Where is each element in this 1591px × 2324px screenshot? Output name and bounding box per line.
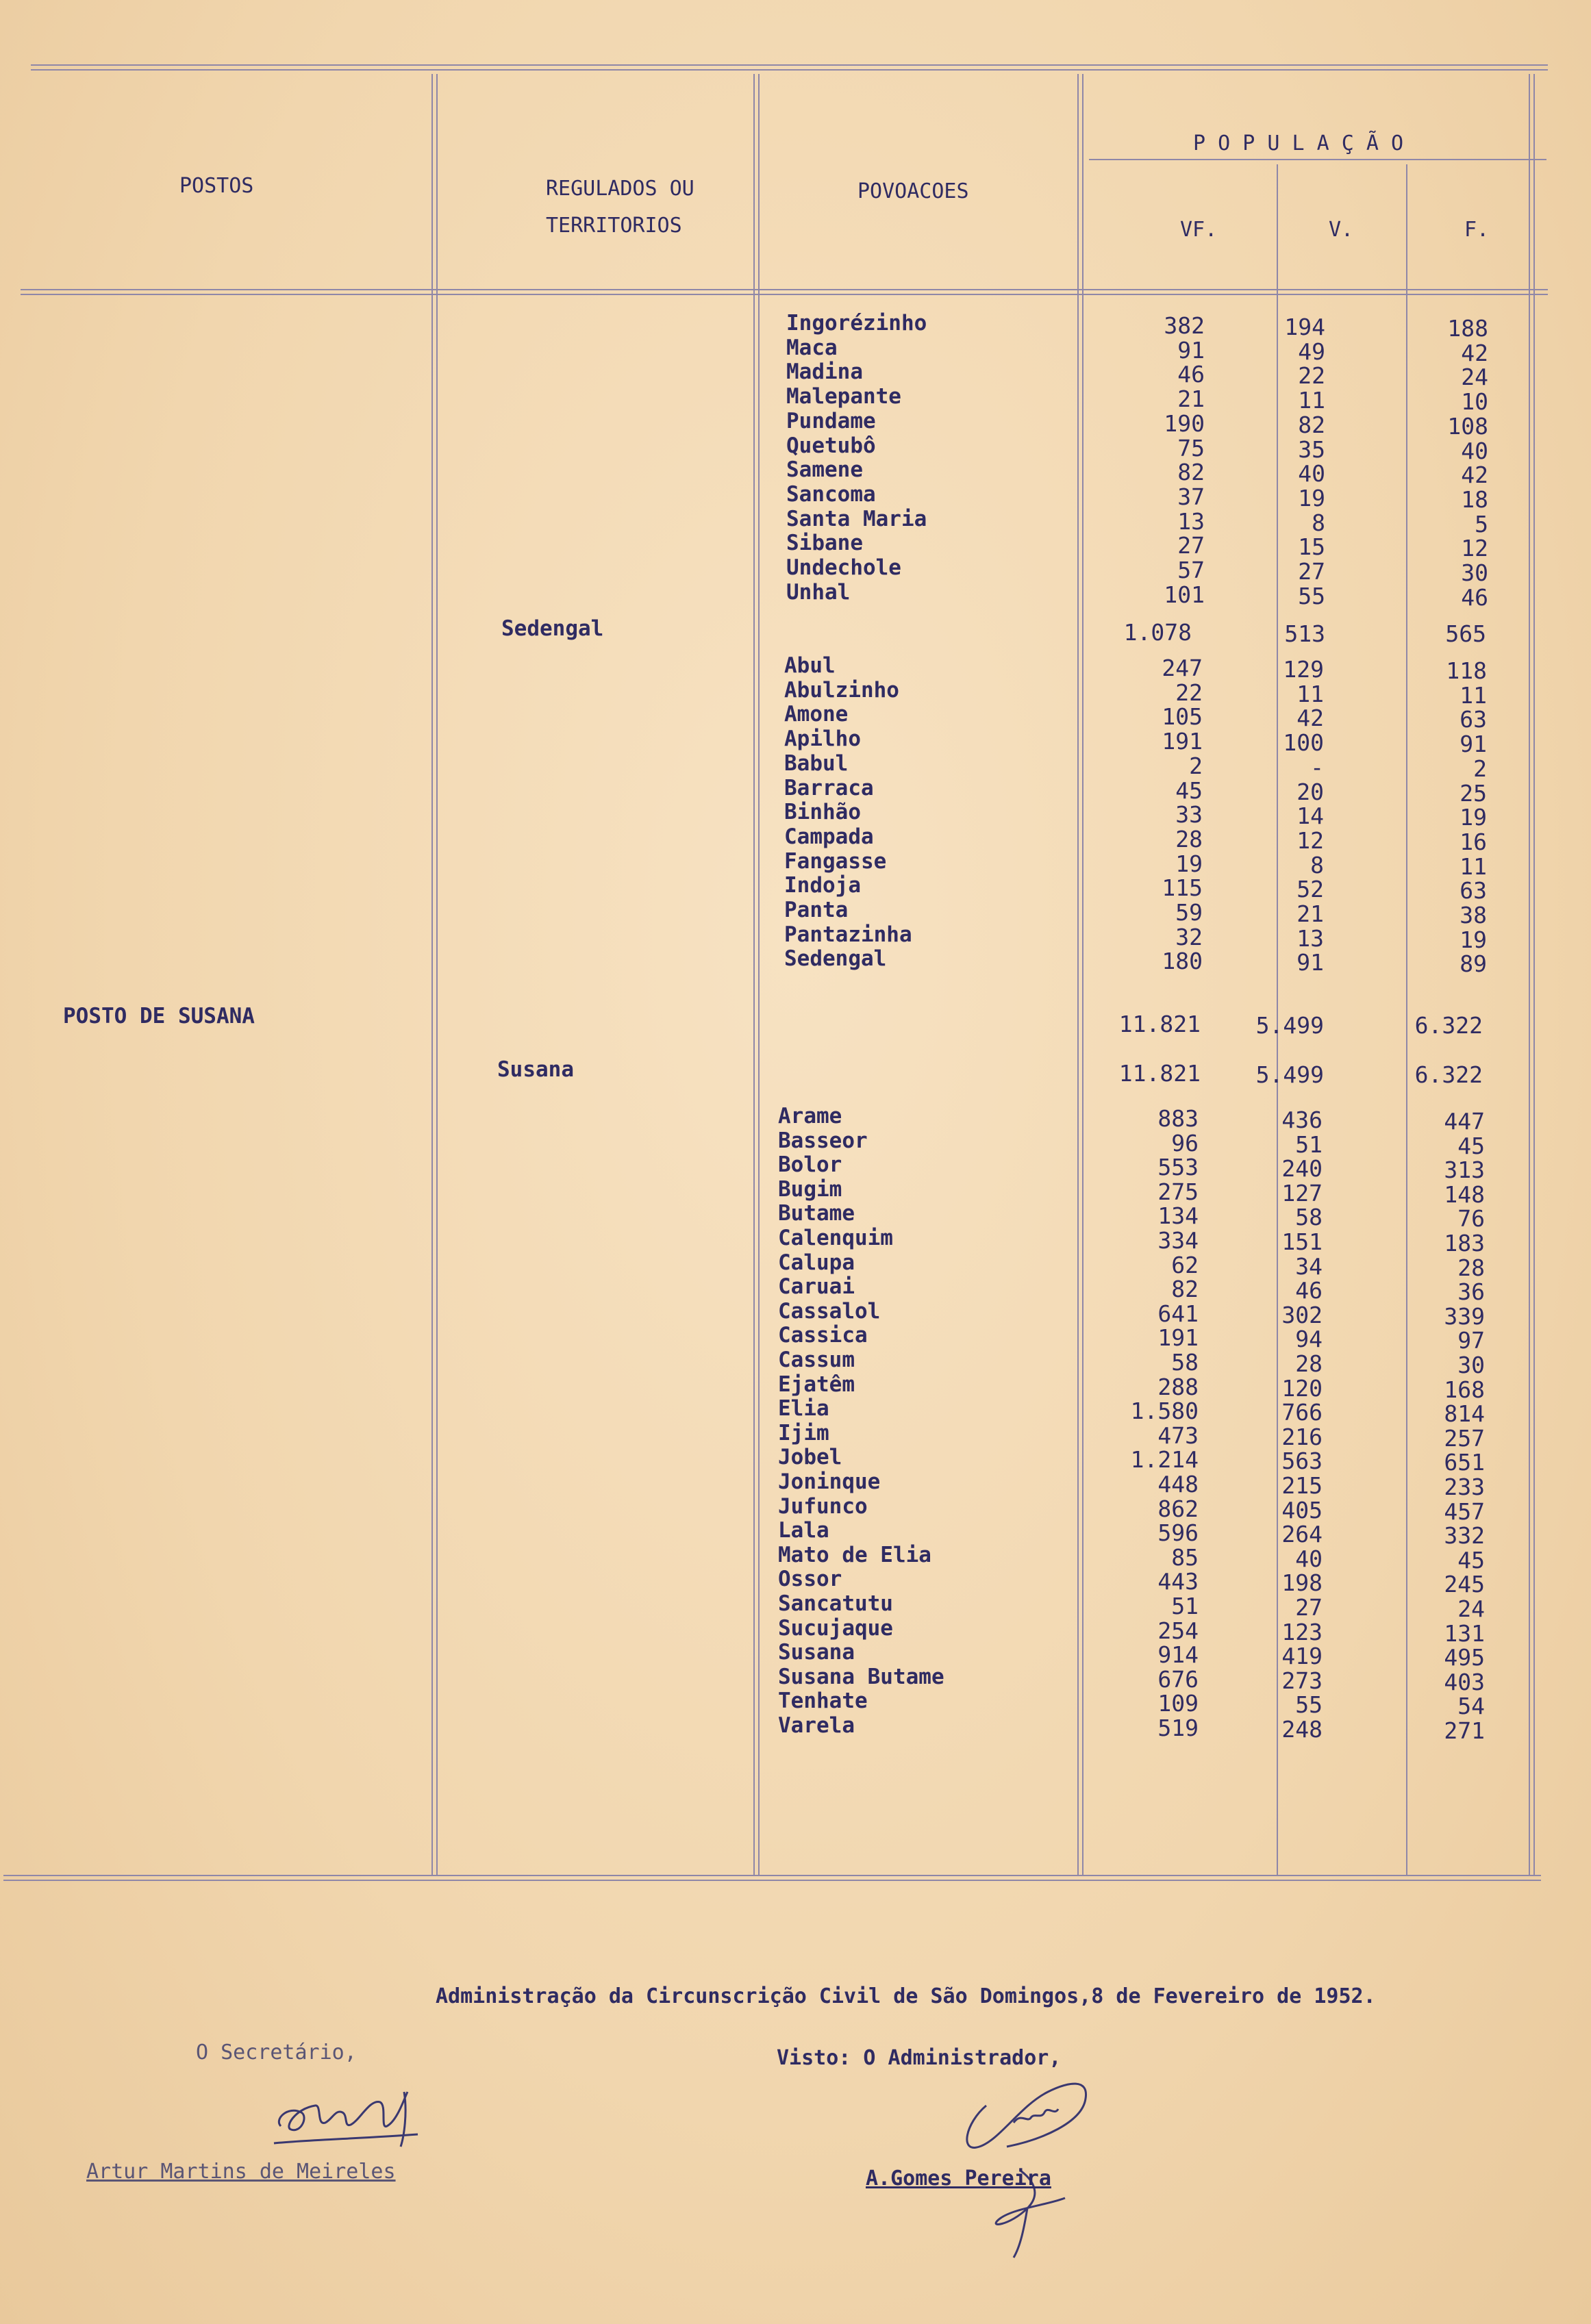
settlement-name: Elia [778, 1396, 829, 1422]
col-divider-2 [753, 74, 760, 1875]
settlement-f: 10 [1461, 388, 1488, 416]
place-date: Administração da Circunscrição Civil de São Domingos,8 de Fevereiro de 1952. [436, 1984, 1376, 2008]
settlement-name: Sucujaque [778, 1615, 893, 1641]
settlement-vf: 191 [1162, 728, 1203, 755]
settlement-name: Santa Maria [786, 506, 927, 531]
settlement-v: 13 [1296, 924, 1324, 952]
settlement-f: 24 [1457, 1595, 1485, 1622]
settlement-name: Arame [778, 1104, 842, 1128]
settlement-name: Undechole [786, 555, 901, 580]
settlement-vf: 883 [1157, 1105, 1199, 1132]
settlement-name: Maca [786, 335, 838, 360]
settlement-name: Jufunco [778, 1493, 868, 1519]
settlement-name: Fangasse [784, 848, 887, 874]
settlement-f: 46 [1461, 583, 1488, 611]
settlement-f: 271 [1444, 1717, 1485, 1744]
settlement-v: 11 [1296, 680, 1324, 707]
settlement-name: Madina [786, 359, 863, 385]
col-divider-3 [1077, 74, 1083, 1875]
settlement-name: Calupa [778, 1250, 855, 1275]
settlement-v: 129 [1283, 656, 1324, 683]
settlement-f: 814 [1444, 1400, 1485, 1428]
posto-total-f: 6.322 [1414, 1012, 1483, 1039]
settlement-vf: 82 [1171, 1276, 1199, 1303]
settlement-vf: 473 [1157, 1422, 1199, 1449]
settlement-vf: 862 [1157, 1495, 1199, 1522]
settlement-vf: 2 [1189, 752, 1203, 779]
header-regulados-line2: TERRITORIOS [546, 214, 682, 238]
settlement-name: Sancoma [786, 481, 876, 507]
settlement-vf: 75 [1177, 434, 1205, 462]
settlement-vf: 676 [1157, 1665, 1199, 1693]
settlement-name: Calenquim [778, 1226, 893, 1250]
regulado-susana: Susana [497, 1057, 574, 1082]
settlement-v: 264 [1281, 1521, 1323, 1548]
settlement-vf: 91 [1177, 336, 1205, 364]
settlement-vf: 32 [1175, 923, 1203, 950]
settlement-vf: 37 [1177, 483, 1205, 510]
settlement-name: Sedengal [784, 946, 887, 972]
populacao-rule [1089, 159, 1546, 160]
settlement-f: 25 [1460, 779, 1487, 807]
settlement-f: 63 [1460, 877, 1487, 905]
settlement-v: 100 [1283, 729, 1324, 757]
settlement-vf: 28 [1175, 825, 1203, 852]
secretario-label: O Secretário, [196, 2041, 357, 2064]
settlement-v: 42 [1296, 705, 1324, 732]
settlement-v: 94 [1295, 1326, 1323, 1353]
settlement-vf: 62 [1171, 1251, 1199, 1278]
settlement-f: 42 [1461, 462, 1488, 489]
settlement-vf: 58 [1171, 1349, 1199, 1376]
settlement-f: 495 [1444, 1644, 1485, 1671]
settlement-name: Ijim [778, 1420, 829, 1445]
settlement-v: 563 [1281, 1448, 1323, 1475]
settlement-name: Indoja [784, 873, 861, 898]
settlement-vf: 45 [1175, 776, 1203, 804]
settlement-v: 21 [1296, 900, 1324, 927]
settlement-f: 19 [1460, 926, 1487, 953]
settlement-name: Barraca [784, 775, 874, 800]
settlement-f: 339 [1444, 1302, 1485, 1330]
settlement-f: 24 [1461, 364, 1488, 391]
settlement-f: 447 [1444, 1108, 1485, 1135]
settlement-f: 30 [1461, 559, 1488, 586]
posto-label: POSTO DE SUSANA [63, 1004, 255, 1028]
settlement-vf: 641 [1157, 1300, 1199, 1327]
settlement-name: Campada [784, 824, 874, 849]
settlement-name: Samene [786, 457, 863, 483]
settlement-v: 52 [1296, 876, 1324, 903]
settlement-f: 168 [1444, 1376, 1485, 1403]
settlement-v: 194 [1284, 314, 1325, 340]
regulado-sedengal: Sedengal [501, 616, 604, 641]
settlement-vf: 190 [1164, 409, 1205, 437]
settlement-v: 436 [1281, 1107, 1323, 1133]
settlement-f: 313 [1444, 1157, 1485, 1184]
settlement-v: 27 [1298, 558, 1325, 585]
settlement-vf: 57 [1177, 557, 1205, 583]
sedengal-subtotal-vf: 1.078 [1123, 619, 1192, 646]
settlement-v: 91 [1296, 949, 1324, 976]
settlement-vf: 519 [1157, 1715, 1199, 1741]
settlement-vf: 115 [1162, 874, 1203, 902]
settlement-vf: 19 [1175, 850, 1203, 877]
settlement-v: 46 [1295, 1277, 1323, 1304]
settlement-f: 76 [1457, 1205, 1485, 1233]
settlement-name: Abulzinho [784, 677, 899, 703]
settlement-f: 16 [1460, 828, 1487, 855]
susana-total-f: 6.322 [1414, 1061, 1483, 1088]
settlement-vf: 254 [1157, 1617, 1199, 1644]
settlement-v: 302 [1281, 1301, 1323, 1328]
settlement-f: 91 [1460, 731, 1487, 758]
header-f: F. [1464, 218, 1490, 242]
settlement-v: 34 [1295, 1252, 1323, 1280]
settlement-name: Mato de Elia [778, 1542, 931, 1567]
settlement-f: 63 [1460, 706, 1487, 733]
settlement-f: 5 [1475, 510, 1488, 538]
settlement-f: 403 [1444, 1668, 1485, 1695]
settlement-vf: 109 [1157, 1690, 1199, 1717]
settlement-v: 19 [1298, 484, 1325, 511]
settlement-v: 22 [1298, 362, 1325, 390]
settlement-name: Caruai [778, 1274, 855, 1300]
settlement-name: Ejatêm [778, 1372, 855, 1397]
settlement-name: Tenhate [778, 1689, 868, 1714]
settlement-name: Pantazinha [784, 922, 912, 947]
settlement-f: 257 [1444, 1424, 1485, 1452]
settlement-v: 40 [1298, 460, 1325, 488]
settlement-v: 215 [1281, 1472, 1323, 1499]
settlement-f: 131 [1444, 1619, 1485, 1647]
settlement-vf: 105 [1162, 703, 1203, 731]
settlement-f: 30 [1457, 1352, 1485, 1378]
settlement-vf: 134 [1157, 1202, 1199, 1230]
table-top-rule [31, 64, 1548, 71]
settlement-f: 89 [1460, 950, 1487, 978]
settlement-name: Joninque [778, 1469, 881, 1494]
administrador-name: A.Gomes Pereira [866, 2167, 1051, 2190]
settlement-name: Abul [784, 653, 836, 678]
settlement-v: 28 [1295, 1350, 1323, 1377]
table-bottom-rule [3, 1875, 1541, 1881]
settlement-v: 58 [1295, 1204, 1323, 1231]
settlement-v: 55 [1295, 1691, 1323, 1719]
settlement-name: Bolor [778, 1152, 842, 1178]
settlement-vf: 85 [1171, 1543, 1199, 1571]
settlement-name: Unhal [786, 579, 851, 605]
settlement-v: 27 [1295, 1594, 1323, 1621]
settlement-v: 766 [1281, 1399, 1323, 1426]
settlement-v: 248 [1281, 1716, 1323, 1743]
settlement-vf: 51 [1171, 1593, 1199, 1619]
settlement-v: 49 [1298, 338, 1325, 365]
settlement-v: 123 [1281, 1618, 1323, 1645]
settlement-f: 40 [1461, 437, 1488, 464]
settlement-v: 51 [1295, 1131, 1323, 1158]
settlement-v: 35 [1298, 435, 1325, 463]
settlement-v: 405 [1281, 1496, 1323, 1524]
settlement-f: 332 [1444, 1522, 1485, 1550]
settlement-v: 55 [1298, 582, 1325, 609]
settlement-v: 127 [1281, 1179, 1323, 1207]
settlement-v: 419 [1281, 1643, 1323, 1670]
header-postos: POSTOS [179, 174, 254, 198]
settlement-f: 183 [1444, 1230, 1485, 1256]
settlement-vf: 288 [1157, 1373, 1199, 1400]
settlement-name: Ossor [778, 1567, 842, 1592]
settlement-v: 198 [1281, 1569, 1323, 1597]
settlement-vf: 82 [1177, 459, 1205, 486]
settlement-f: 2 [1473, 755, 1487, 782]
posto-total-v: 5.499 [1255, 1012, 1324, 1039]
settlement-vf: 13 [1177, 507, 1205, 535]
col-divider-5 [1406, 164, 1407, 1875]
settlement-f: 38 [1460, 902, 1487, 929]
sedengal-subtotal-f: 565 [1445, 620, 1486, 647]
header-regulados-line1: REGULADOS OU [546, 177, 694, 201]
settlement-vf: 247 [1162, 655, 1203, 681]
settlement-f: 45 [1457, 1546, 1485, 1574]
table-right-rule [1529, 74, 1535, 1875]
settlement-f: 28 [1457, 1254, 1485, 1281]
settlement-name: Susana [778, 1640, 855, 1665]
settlement-f: 42 [1461, 339, 1488, 366]
settlement-f: 54 [1457, 1693, 1485, 1720]
settlement-name: Sancatutu [778, 1591, 893, 1616]
header-populacao: P O P U L A Ç Ã O [1193, 131, 1404, 155]
settlement-f: 19 [1460, 804, 1487, 831]
settlement-v: 11 [1298, 387, 1325, 414]
settlement-v: 15 [1298, 533, 1325, 561]
secretario-signature [267, 2071, 425, 2154]
settlement-name: Apilho [784, 727, 861, 752]
settlement-v: 151 [1281, 1228, 1323, 1255]
header-v: V. [1329, 218, 1354, 242]
settlement-vf: 46 [1177, 361, 1205, 388]
settlement-vf: 334 [1157, 1227, 1199, 1254]
col-divider-1 [431, 74, 438, 1875]
settlement-v: 8 [1312, 509, 1325, 536]
settlement-f: 36 [1457, 1278, 1485, 1306]
settlement-vf: 22 [1175, 679, 1203, 706]
settlement-f: 651 [1444, 1449, 1485, 1476]
settlement-name: Cassica [778, 1323, 868, 1348]
settlement-vf: 59 [1175, 899, 1203, 926]
settlement-vf: 96 [1171, 1129, 1199, 1157]
settlement-vf: 443 [1157, 1568, 1199, 1595]
settlement-name: Jobel [778, 1445, 842, 1470]
settlement-name: Ingorézinho [786, 311, 927, 336]
settlement-name: Amone [784, 702, 849, 727]
settlement-name: Panta [784, 898, 849, 922]
settlement-name: Quetubô [786, 433, 876, 458]
settlement-name: Basseor [778, 1128, 868, 1153]
header-vf: VF. [1180, 218, 1218, 242]
settlement-vf: 914 [1157, 1641, 1199, 1669]
settlement-v: 82 [1298, 411, 1325, 438]
settlement-vf: 21 [1177, 386, 1205, 413]
settlement-vf: 275 [1157, 1178, 1199, 1205]
settlement-name: Binhão [784, 800, 861, 825]
settlement-vf: 180 [1162, 948, 1203, 975]
settlement-f: 45 [1457, 1132, 1485, 1159]
settlement-vf: 33 [1175, 801, 1203, 829]
settlement-name: Pundame [786, 408, 876, 433]
settlement-name: Malepante [786, 384, 901, 409]
settlement-f: 11 [1460, 852, 1487, 880]
settlement-vf: 1.580 [1130, 1398, 1199, 1425]
settlement-v: - [1310, 753, 1324, 781]
settlement-name: Lala [778, 1518, 829, 1543]
settlement-f: 457 [1444, 1498, 1485, 1525]
settlement-f: 12 [1461, 535, 1488, 562]
settlement-f: 188 [1447, 315, 1488, 342]
settlement-v: 8 [1310, 851, 1324, 879]
settlement-f: 18 [1461, 485, 1488, 513]
settlement-f: 108 [1447, 412, 1488, 440]
settlement-v: 216 [1281, 1423, 1323, 1450]
settlement-f: 11 [1460, 681, 1487, 709]
settlement-vf: 27 [1177, 532, 1205, 559]
settlement-f: 245 [1444, 1571, 1485, 1598]
settlement-name: Sibane [786, 531, 863, 556]
settlement-v: 240 [1281, 1155, 1323, 1183]
settlement-f: 97 [1457, 1327, 1485, 1354]
settlement-v: 40 [1295, 1545, 1323, 1572]
settlement-name: Bugim [778, 1176, 842, 1202]
settlement-v: 120 [1281, 1374, 1323, 1402]
header-povoacoes: POVOACOES [857, 179, 969, 203]
administrador-signature [945, 2058, 1110, 2263]
settlement-vf: 101 [1164, 581, 1205, 608]
visto-label: Visto: O Administrador, [777, 2046, 1062, 2070]
settlement-vf: 448 [1157, 1471, 1199, 1498]
settlement-v: 14 [1296, 803, 1324, 830]
secretario-name: Artur Martins de Meireles [86, 2160, 396, 2184]
header-bottom-rule [21, 289, 1548, 295]
settlement-v: 20 [1296, 778, 1324, 805]
settlement-name: Babul [784, 750, 849, 776]
susana-total-v: 5.499 [1255, 1061, 1324, 1088]
settlement-name: Cassalol [778, 1298, 881, 1324]
settlement-vf: 382 [1164, 312, 1205, 339]
settlement-v: 273 [1281, 1667, 1323, 1694]
settlement-name: Butame [778, 1201, 855, 1226]
settlement-name: Varela [778, 1713, 855, 1738]
susana-total-vf: 11.821 [1118, 1060, 1201, 1087]
sedengal-subtotal-v: 513 [1284, 620, 1325, 647]
settlement-name: Susana Butame [778, 1664, 944, 1689]
posto-total-vf: 11.821 [1118, 1011, 1201, 1037]
settlement-vf: 1.214 [1130, 1446, 1199, 1474]
settlement-f: 233 [1444, 1474, 1485, 1500]
settlement-vf: 553 [1157, 1154, 1199, 1181]
settlement-vf: 191 [1157, 1324, 1199, 1352]
settlement-v: 12 [1296, 826, 1324, 854]
settlement-f: 118 [1446, 657, 1487, 684]
settlement-vf: 596 [1157, 1519, 1199, 1547]
settlement-f: 148 [1444, 1180, 1485, 1208]
settlement-name: Cassum [778, 1348, 855, 1372]
